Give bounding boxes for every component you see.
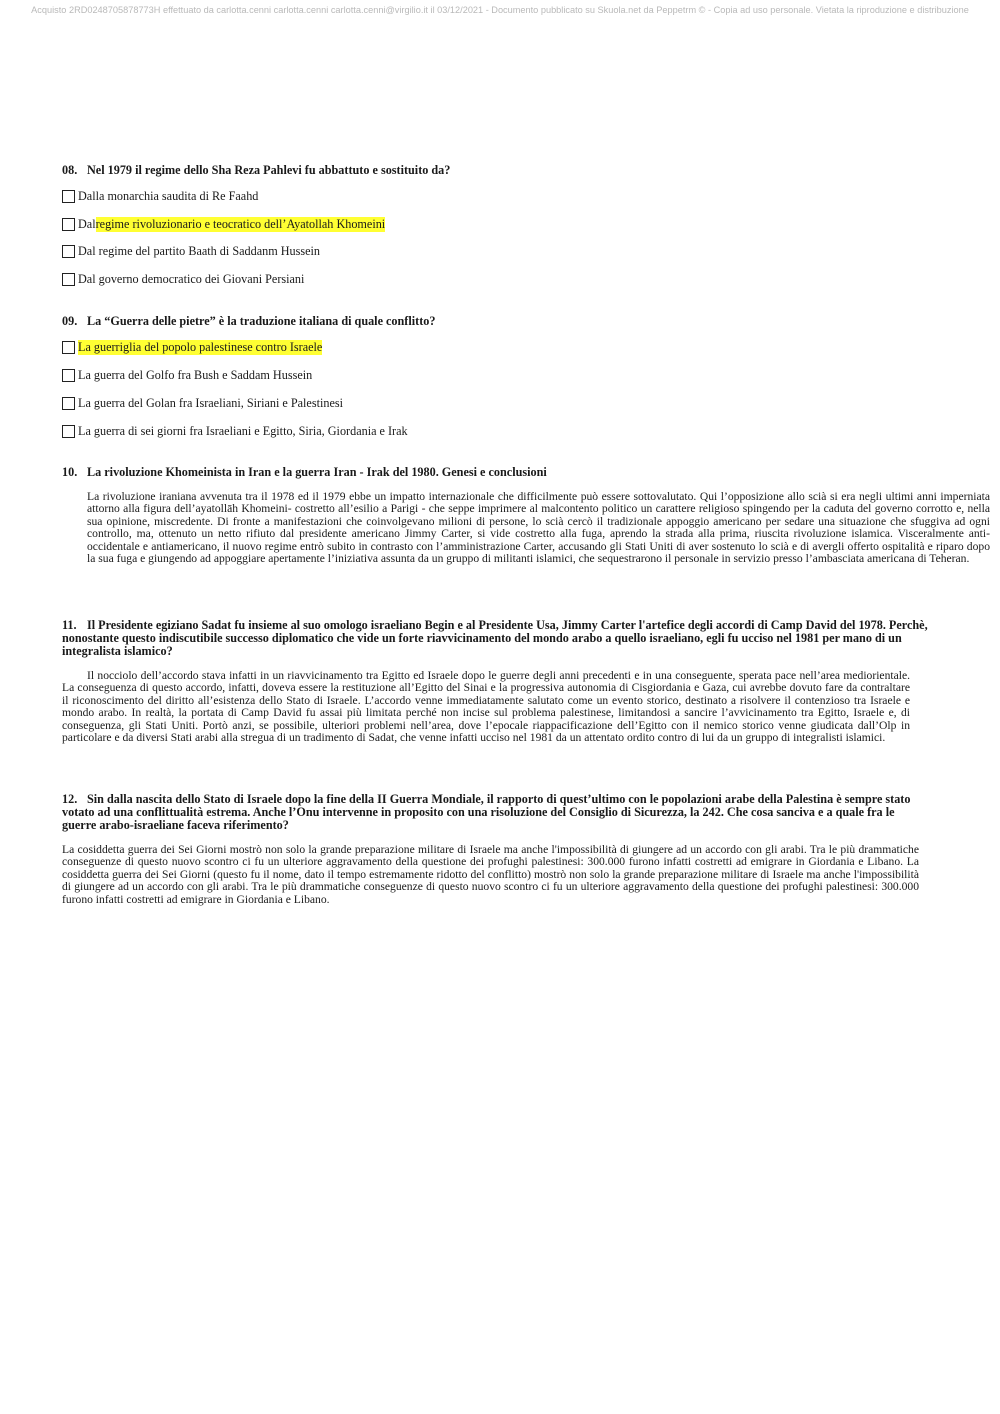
answer-paragraph: La cosiddetta guerra dei Sei Giorni mostrò non solo la grande preparazione militare di Israele ma anche l'impossibilità di giungere ad un accordo con gli arabi. Tra le più drammatiche conseguenze di questo nuovo scontro ci fu un ulteriore aggravamento della questione dei profughi palestinesi: 300.000 furono infatti costretti ad emigrare in Giordania e Libano. La cosiddetta guerra dei Sei Giorni (questo fu il nome, dato il tempo estremamente ridotto del conflitto) mostrò non solo la grande preparazione militare di Israele ma anche l'impossibilità di giungere ad un accordo con gli arabi. Tra le più drammatiche conseguenze di questo nuovo scontro ci fu un ulteriore aggravamento della questione dei profughi palestinesi: 300.000 furono infatti costretti ad emigrare in Giordania e Libano. [62, 843, 919, 906]
question-number: 09. [62, 314, 78, 328]
question-number: 08. [62, 163, 78, 177]
question-text: Nel 1979 il regime dello Sha Reza Pahlevi fu abbattuto e sostituito da? [87, 163, 451, 177]
checkbox-icon[interactable] [62, 341, 75, 354]
checkbox-icon[interactable] [62, 397, 75, 410]
checkbox-icon[interactable] [62, 273, 75, 286]
watermark: Acquisto 2RD0248705878773H effettuato da carlotta.cenni carlotta.cenni carlotta.cenni@virgilio.it il 03/12/2021 - Documento pubblicato su Skuola.net da Peppetrm © - Copia ad uso personale. Vietata la riproduzione e distribuzione [31, 5, 969, 15]
option-checkbox[interactable]: Dal regime del partito Baath di Saddanm Hussein [62, 243, 320, 259]
checkbox-icon[interactable] [62, 425, 75, 438]
question-09 [62, 315, 942, 328]
option-checkbox[interactable]: Dalla monarchia saudita di Re Faahd [62, 188, 258, 204]
question-number: 10. [62, 465, 78, 479]
question-11 [62, 619, 932, 658]
option-checkbox[interactable]: La guerra di sei giorni fra Israeliani e Egitto, Siria, Giordania e Irak [62, 423, 408, 439]
highlighted-answer: La guerriglia del popolo palestinese contro Israele [78, 339, 323, 354]
checkbox-icon[interactable] [62, 190, 75, 203]
checkbox-icon[interactable] [62, 245, 75, 258]
question-12 [62, 793, 924, 832]
option-checkbox[interactable] [62, 339, 322, 355]
answer-paragraph: La rivoluzione iraniana avvenuta tra il 1978 ed il 1979 ebbe un impatto internazionale che difficilmente può essere sottovalutato. Qui l’opposizione allo scià si era negli ultimi anni imperniata attorno alla figura dell’ayatollāh Khomeini- costretto all’esilio a Parigi - che seppe imprimere al malcontento politico un carattere religioso spingendo per la caduta del governo corrotto e, nella sua opinione, miscredente. Di fronte a manifestazioni che coinvolgevano milioni di persone, lo scià cercò il tradizionale appoggio americano per sedare una situazione che sfuggiva ad ogni controllo, ma, ottenuto un netto rifiuto dal presidente americano Jimmy Carter, si vide costretto alla fuga, aprendo la strada alla prima, riuscita rivoluzione islamica. Visceralmente anti-occidentale e antiamericano, il nuovo regime entrò subito in contrasto con l’amministrazione Carter, accusando gli Stati Uniti di aver sostenuto lo scià e di avergli offerto ospitalità e riparo dopo la sua fuga e giungendo ad appoggiare apertamente l’iniziativa assunta da un gruppo di militanti islamici, che sequestrarono il personale in servizio presso l’ambasciata americana di Teheran. [87, 490, 990, 566]
question-text: Sin dalla nascita dello Stato di Israele dopo la fine della II Guerra Mondiale, il rapporto di quest’ultimo con le popolazioni arabe della Palestina è sempre stato votato ad una conflittualità estrema. Anche l’Onu intervenne in proposito con una risoluzione del Consiglio di Sicurezza, la 242. Che cosa sanciva e a quale fra le guerre arabo-israeliane faceva riferimento? [62, 792, 911, 832]
question-number: 11. [62, 618, 77, 632]
option-checkbox[interactable]: Dal regime rivoluzionario e teocratico dell’Ayatollah Khomeini [62, 216, 385, 232]
question-text: Il Presidente egiziano Sadat fu insieme al suo omologo israeliano Begin e al Presidente Usa, Jimmy Carter l'artefice degli accordi di Camp David del 1978. Perchè, nonostante questo indiscutibile successo diplomatico che vide un forte riavvicinamento del mondo arabo a quello israeliano, egli fu ucciso nel 1981 per mano di un integralista islamico? [62, 618, 928, 658]
checkbox-icon[interactable] [62, 218, 75, 231]
question-number: 12. [62, 792, 78, 806]
question-10 [62, 466, 942, 479]
checkbox-icon[interactable] [62, 369, 75, 382]
option-checkbox[interactable]: La guerra del Golfo fra Bush e Saddam Hussein [62, 367, 312, 383]
answer-paragraph: Il nocciolo dell’accordo stava infatti in un riavvicinamento tra Egitto ed Israele dopo le guerre degli anni precedenti e in una conseguente, sperata pace nell’area mediorientale. La conseguenza di questo accordo, infatti, doveva essere la restituzione all’Egitto del Sinai e la progressiva autonomia di Cisgiordania e Gaza, cui avrebbe dovuto fare da contraltare il riconoscimento del diritto all’esistenza dello Stato di Israele. L’accordo venne immediatamente salutato come un evento storico, destinato a risolvere il contenzioso tra Israele e mondo arabo. In realtà, la portata di Camp David fu assai più limitata perché non incise sul problema palestinese, limitandosi a sancire l’avvicinamento tra Egitto, Israele e, di conseguenza, gli Stati Uniti. Portò anzi, se possibile, ulteriori problemi nell’area, dove l’epocale riappacificazione dell’Egitto con il nemico storico venne giudicata dall’Olp in particolare e da diversi Stati arabi alla stregua di un tradimento di Sadat, che venne infatti ucciso nel 1981 da un attentato ordito contro di lui da un gruppo di integralisti islamici. [62, 669, 910, 745]
option-checkbox[interactable]: La guerra del Golan fra Israeliani, Siriani e Palestinesi [62, 395, 343, 411]
question-text: La “Guerra delle pietre” è la traduzione italiana di quale conflitto? [87, 314, 436, 328]
highlighted-answer: regime rivoluzionario e teocratico dell’Ayatollah Khomeini [95, 216, 386, 231]
option-checkbox[interactable]: Dal governo democratico dei Giovani Persiani [62, 271, 304, 287]
question-08 [62, 164, 942, 177]
question-text: La rivoluzione Khomeinista in Iran e la guerra Iran - Irak del 1980. Genesi e conclusioni [87, 465, 547, 479]
